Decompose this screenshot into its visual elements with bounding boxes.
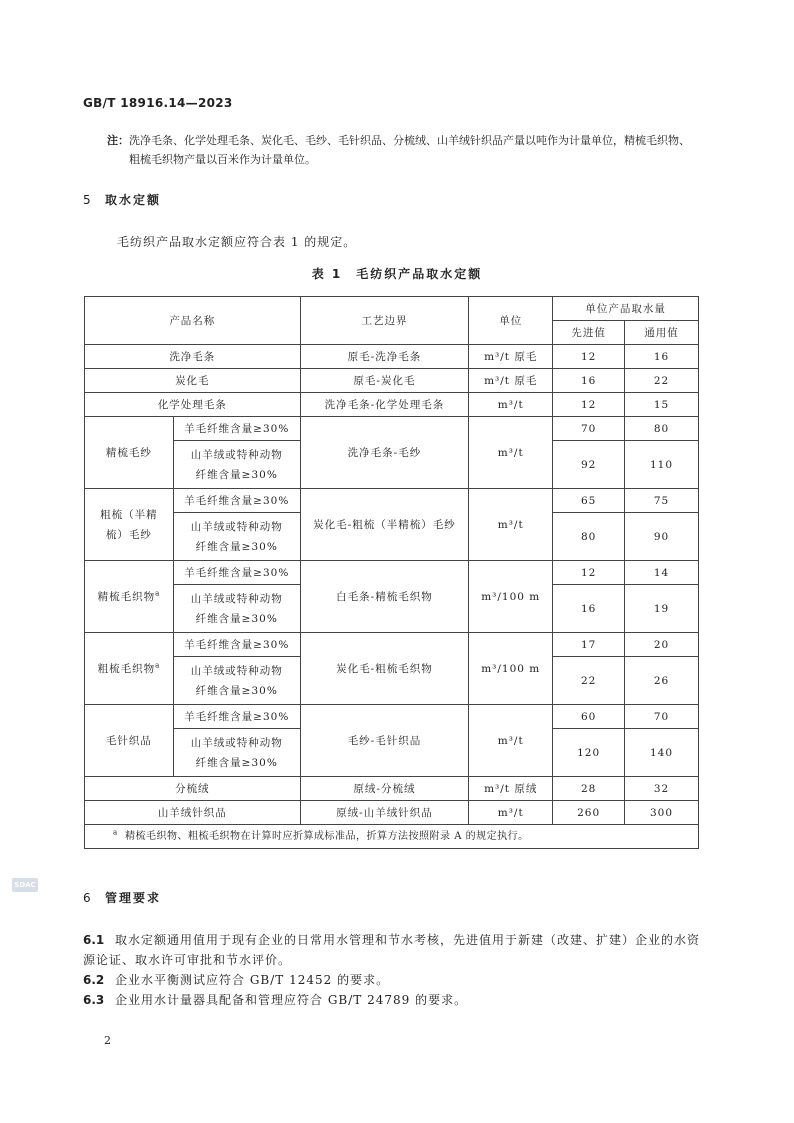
cell-advanced: 92 bbox=[553, 441, 625, 489]
cell-general: 19 bbox=[625, 585, 699, 633]
cell-general: 14 bbox=[625, 561, 699, 585]
cell-subtype bbox=[173, 513, 300, 561]
subtype-line-2: 纤维含量≥30% bbox=[195, 612, 278, 625]
cell-product: 山羊绒针织品 bbox=[85, 801, 301, 825]
clause-6-2 bbox=[83, 970, 703, 990]
subtype-line-1: 山羊绒或特种动物 bbox=[190, 520, 283, 533]
cell-process: 洗净毛条-毛纱 bbox=[300, 417, 469, 489]
header-unit: 单位 bbox=[469, 297, 553, 345]
table-row bbox=[85, 561, 699, 585]
header-advanced: 先进值 bbox=[553, 321, 625, 345]
clause-number: 6.1 bbox=[83, 933, 105, 947]
water-quota-table bbox=[84, 296, 699, 849]
page-number: 2 bbox=[104, 1034, 111, 1047]
cell-general: 32 bbox=[625, 777, 699, 801]
cell-advanced: 80 bbox=[553, 513, 625, 561]
cell-process: 白毛条-精梳毛织物 bbox=[300, 561, 469, 633]
cell-product: 毛针织品 bbox=[85, 705, 174, 777]
header-quota: 单位产品取水量 bbox=[553, 297, 699, 321]
cell-unit: m³/t bbox=[469, 489, 553, 561]
cell-product bbox=[85, 561, 174, 633]
cell-advanced: 22 bbox=[553, 657, 625, 705]
note bbox=[107, 131, 707, 169]
cell-process: 原绒-分梳绒 bbox=[300, 777, 469, 801]
product-label: 粗梳毛织物 bbox=[97, 662, 156, 675]
cell-process: 原绒-山羊绒针织品 bbox=[300, 801, 469, 825]
table-row bbox=[85, 801, 699, 825]
subtype-line-1: 山羊绒或特种动物 bbox=[190, 664, 283, 677]
table-row bbox=[85, 345, 699, 369]
cell-process: 毛纱-毛针织品 bbox=[300, 705, 469, 777]
clause-6-3 bbox=[83, 990, 703, 1010]
cell-product: 精梳毛纱 bbox=[85, 417, 174, 489]
cell-unit: m³/t 原毛 bbox=[469, 345, 553, 369]
cell-unit: m³/t bbox=[469, 705, 553, 777]
table-row bbox=[85, 417, 699, 441]
cell-advanced: 70 bbox=[553, 417, 625, 441]
cell-general: 70 bbox=[625, 705, 699, 729]
cell-unit: m³/t bbox=[469, 417, 553, 489]
cell-advanced: 28 bbox=[553, 777, 625, 801]
section-5-heading bbox=[83, 191, 161, 208]
cell-process: 原毛-炭化毛 bbox=[300, 369, 469, 393]
product-line-1: 粗梳（半精 bbox=[100, 508, 158, 521]
table-row bbox=[85, 393, 699, 417]
clause-6-1 bbox=[83, 930, 703, 970]
cell-subtype: 羊毛纤维含量≥30% bbox=[173, 705, 300, 729]
cell-advanced: 17 bbox=[553, 633, 625, 657]
cell-subtype bbox=[173, 585, 300, 633]
cell-advanced: 16 bbox=[553, 369, 625, 393]
standard-number: GB/T 18916.14—2023 bbox=[83, 96, 233, 110]
cell-product: 分梳绒 bbox=[85, 777, 301, 801]
cell-subtype: 羊毛纤维含量≥30% bbox=[173, 489, 300, 513]
cell-advanced: 12 bbox=[553, 345, 625, 369]
cell-advanced: 60 bbox=[553, 705, 625, 729]
cell-general: 20 bbox=[625, 633, 699, 657]
cell-general: 90 bbox=[625, 513, 699, 561]
cell-product bbox=[85, 633, 174, 705]
clause-text: 取水定额通用值用于现有企业的日常用水管理和节水考核，先进值用于新建（改建、扩建）企业的水资源论证、取水许可审批和节水评价。 bbox=[83, 933, 701, 967]
cell-advanced: 260 bbox=[553, 801, 625, 825]
clause-text: 企业用水计量器具配备和管理应符合 GB/T 24789 的要求。 bbox=[115, 993, 468, 1007]
cell-unit: m³/100 m bbox=[469, 633, 553, 705]
cell-advanced: 120 bbox=[553, 729, 625, 777]
note-line-1: 洗净毛条、化学处理毛条、炭化毛、毛纱、毛针织品、分梳绒、山羊绒针织品产量以吨作为计量单位，精梳毛织物、 bbox=[129, 134, 690, 147]
subtype-line-2: 纤维含量≥30% bbox=[195, 756, 278, 769]
cell-subtype bbox=[173, 657, 300, 705]
table-row bbox=[85, 705, 699, 729]
clause-number: 6.3 bbox=[83, 993, 105, 1007]
section-5-title: 取水定额 bbox=[105, 193, 162, 207]
stamp-logo: SDAC bbox=[12, 878, 38, 892]
cell-product: 化学处理毛条 bbox=[85, 393, 301, 417]
clause-text: 企业水平衡测试应符合 GB/T 12452 的要求。 bbox=[115, 973, 390, 987]
table-row bbox=[85, 633, 699, 657]
table-footnote-row bbox=[85, 825, 699, 849]
cell-subtype: 羊毛纤维含量≥30% bbox=[173, 561, 300, 585]
footnote-text: 精梳毛织物、粗梳毛织物在计算时应折算成标准品，折算方法按照附录 A 的规定执行。 bbox=[125, 830, 529, 842]
product-label: 精梳毛织物 bbox=[97, 590, 156, 603]
cell-general: 300 bbox=[625, 801, 699, 825]
footnote-mark: a bbox=[113, 828, 118, 837]
cell-process: 原毛-洗净毛条 bbox=[300, 345, 469, 369]
header-process: 工艺边界 bbox=[300, 297, 469, 345]
cell-unit: m³/t 原毛 bbox=[469, 369, 553, 393]
subtype-line-1: 山羊绒或特种动物 bbox=[190, 592, 283, 605]
table-row bbox=[85, 777, 699, 801]
cell-general: 140 bbox=[625, 729, 699, 777]
cell-general: 110 bbox=[625, 441, 699, 489]
cell-product: 洗净毛条 bbox=[85, 345, 301, 369]
table-footnote bbox=[85, 825, 699, 849]
cell-advanced: 16 bbox=[553, 585, 625, 633]
table-row bbox=[85, 489, 699, 513]
clause-number: 6.2 bbox=[83, 973, 105, 987]
section-5-number: 5 bbox=[83, 193, 91, 207]
cell-product: 炭化毛 bbox=[85, 369, 301, 393]
section-5-paragraph: 毛纺织产品取水定额应符合表 1 的规定。 bbox=[117, 235, 357, 249]
cell-product bbox=[85, 489, 174, 561]
subtype-line-2: 纤维含量≥30% bbox=[195, 540, 278, 553]
product-line-2: 梳）毛纱 bbox=[105, 528, 152, 541]
cell-general: 16 bbox=[625, 345, 699, 369]
cell-subtype bbox=[173, 729, 300, 777]
table-caption: 表 1 毛纺织产品取水定额 bbox=[311, 267, 483, 281]
cell-process: 炭化毛-粗梳（半精梳）毛纱 bbox=[300, 489, 469, 561]
footnote-ref: a bbox=[155, 589, 161, 597]
cell-process: 炭化毛-粗梳毛织物 bbox=[300, 633, 469, 705]
footnote-ref: a bbox=[155, 661, 161, 669]
cell-advanced: 65 bbox=[553, 489, 625, 513]
cell-subtype bbox=[173, 441, 300, 489]
cell-subtype: 羊毛纤维含量≥30% bbox=[173, 417, 300, 441]
cell-general: 22 bbox=[625, 369, 699, 393]
header-general: 通用值 bbox=[625, 321, 699, 345]
cell-unit: m³/100 m bbox=[469, 561, 553, 633]
table-row bbox=[85, 369, 699, 393]
cell-general: 15 bbox=[625, 393, 699, 417]
note-label: 注： bbox=[107, 134, 129, 147]
section-6-number: 6 bbox=[83, 891, 91, 905]
subtype-line-2: 纤维含量≥30% bbox=[195, 468, 278, 481]
cell-unit: m³/t bbox=[469, 801, 553, 825]
cell-general: 80 bbox=[625, 417, 699, 441]
cell-general: 75 bbox=[625, 489, 699, 513]
cell-process: 洗净毛条-化学处理毛条 bbox=[300, 393, 469, 417]
section-6-heading bbox=[83, 889, 161, 906]
cell-advanced: 12 bbox=[553, 561, 625, 585]
subtype-line-1: 山羊绒或特种动物 bbox=[190, 448, 283, 461]
cell-general: 26 bbox=[625, 657, 699, 705]
note-line-2: 粗梳毛织物产量以百米作为计量单位。 bbox=[129, 153, 316, 166]
subtype-line-2: 纤维含量≥30% bbox=[195, 684, 278, 697]
cell-subtype: 羊毛纤维含量≥30% bbox=[173, 633, 300, 657]
cell-unit: m³/t bbox=[469, 393, 553, 417]
cell-advanced: 12 bbox=[553, 393, 625, 417]
header-product: 产品名称 bbox=[85, 297, 301, 345]
cell-unit: m³/t 原绒 bbox=[469, 777, 553, 801]
subtype-line-1: 山羊绒或特种动物 bbox=[190, 736, 283, 749]
section-6-title: 管理要求 bbox=[105, 891, 162, 905]
